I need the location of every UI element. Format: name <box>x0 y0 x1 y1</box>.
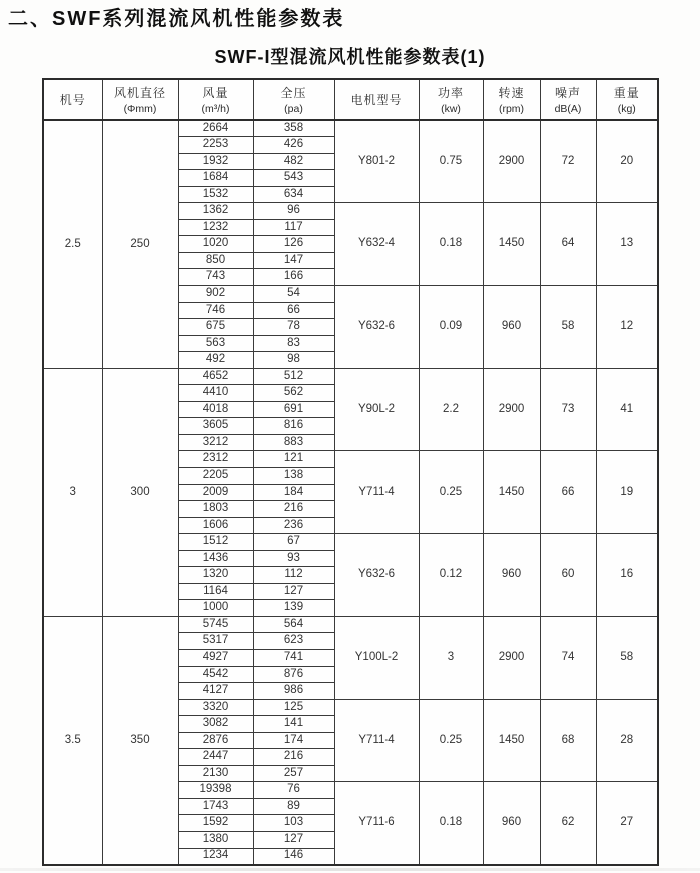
flow-cell: 2664 <box>178 120 253 137</box>
flow-cell: 2447 <box>178 749 253 766</box>
pressure-cell: 876 <box>253 666 334 683</box>
header-cell-machine-no <box>43 79 102 120</box>
pressure-cell: 564 <box>253 616 334 633</box>
pressure-cell: 141 <box>253 716 334 733</box>
pressure-cell: 67 <box>253 534 334 551</box>
diameter-cell: 250 <box>102 120 178 368</box>
pressure-cell: 76 <box>253 782 334 799</box>
pressure-cell: 986 <box>253 683 334 700</box>
pressure-cell: 741 <box>253 650 334 667</box>
pressure-cell: 117 <box>253 219 334 236</box>
flow-cell: 4927 <box>178 650 253 667</box>
pressure-cell: 147 <box>253 252 334 269</box>
flow-cell: 1320 <box>178 567 253 584</box>
flow-cell: 1232 <box>178 219 253 236</box>
header-row <box>43 79 658 120</box>
speed-cell: 2900 <box>483 368 540 451</box>
weight-cell: 16 <box>596 534 658 617</box>
flow-cell: 746 <box>178 302 253 319</box>
flow-cell: 1000 <box>178 600 253 617</box>
header-cell-power <box>419 79 483 120</box>
flow-cell: 1380 <box>178 832 253 849</box>
pressure-cell: 216 <box>253 749 334 766</box>
pressure-cell: 93 <box>253 550 334 567</box>
model-cell: 3.5 <box>43 616 102 864</box>
pressure-cell: 257 <box>253 765 334 782</box>
speed-cell: 1450 <box>483 451 540 534</box>
header-label: 功率 <box>437 86 464 100</box>
speed-cell: 960 <box>483 534 540 617</box>
motor-cell: Y632-4 <box>334 203 419 286</box>
pressure-cell: 512 <box>253 368 334 385</box>
noise-cell: 66 <box>540 451 596 534</box>
noise-cell: 73 <box>540 368 596 451</box>
header-cell-speed <box>483 79 540 120</box>
header-unit: (kg) <box>617 103 636 115</box>
noise-cell: 58 <box>540 285 596 368</box>
pressure-cell: 112 <box>253 567 334 584</box>
header-cell-motor-model <box>334 79 419 120</box>
pressure-cell: 103 <box>253 815 334 832</box>
flow-cell: 850 <box>178 252 253 269</box>
speed-cell: 960 <box>483 285 540 368</box>
pressure-cell: 96 <box>253 203 334 220</box>
flow-cell: 1020 <box>178 236 253 253</box>
flow-cell: 1436 <box>178 550 253 567</box>
flow-cell: 743 <box>178 269 253 286</box>
flow-cell: 1512 <box>178 534 253 551</box>
power-cell: 3 <box>419 616 483 699</box>
header-label: 重量 <box>613 86 640 100</box>
pressure-cell: 66 <box>253 302 334 319</box>
noise-cell: 74 <box>540 616 596 699</box>
flow-cell: 3605 <box>178 418 253 435</box>
pressure-cell: 174 <box>253 732 334 749</box>
flow-cell: 4652 <box>178 368 253 385</box>
header-unit: (kw) <box>441 103 461 115</box>
power-cell: 2.2 <box>419 368 483 451</box>
header-cell-weight <box>596 79 658 120</box>
pressure-cell: 126 <box>253 236 334 253</box>
power-cell: 0.09 <box>419 285 483 368</box>
header-unit: (m³/h) <box>201 103 230 115</box>
diameter-cell: 350 <box>102 616 178 864</box>
pressure-cell: 166 <box>253 269 334 286</box>
flow-cell: 2009 <box>178 484 253 501</box>
flow-cell: 1362 <box>178 203 253 220</box>
header-cell-noise <box>540 79 596 120</box>
pressure-cell: 127 <box>253 583 334 600</box>
pressure-cell: 216 <box>253 501 334 518</box>
document-page <box>0 6 700 873</box>
pressure-cell: 89 <box>253 798 334 815</box>
pressure-cell: 482 <box>253 153 334 170</box>
weight-cell: 20 <box>596 120 658 203</box>
header-label: 全压 <box>280 86 307 100</box>
weight-cell: 41 <box>596 368 658 451</box>
flow-cell: 563 <box>178 335 253 352</box>
flow-cell: 4410 <box>178 385 253 402</box>
flow-cell: 2205 <box>178 467 253 484</box>
power-cell: 0.75 <box>419 120 483 203</box>
fan-performance-table <box>42 78 659 866</box>
noise-cell: 64 <box>540 203 596 286</box>
table-row <box>43 616 658 633</box>
pressure-cell: 236 <box>253 517 334 534</box>
flow-cell: 1606 <box>178 517 253 534</box>
flow-cell: 4018 <box>178 401 253 418</box>
motor-cell: Y100L-2 <box>334 616 419 699</box>
pressure-cell: 634 <box>253 186 334 203</box>
pressure-cell: 83 <box>253 335 334 352</box>
header-unit: (rpm) <box>498 103 525 115</box>
speed-cell: 960 <box>483 782 540 865</box>
header-label: 风量 <box>202 86 229 100</box>
flow-cell: 2312 <box>178 451 253 468</box>
weight-cell: 19 <box>596 451 658 534</box>
header-unit: (Φmm) <box>123 103 157 115</box>
weight-cell: 13 <box>596 203 658 286</box>
motor-cell: Y632-6 <box>334 285 419 368</box>
header-cell-fan-diameter <box>102 79 178 120</box>
motor-cell: Y711-6 <box>334 782 419 865</box>
model-cell: 3 <box>43 368 102 616</box>
power-cell: 0.18 <box>419 203 483 286</box>
pressure-cell: 138 <box>253 467 334 484</box>
flow-cell: 4127 <box>178 683 253 700</box>
flow-cell: 1532 <box>178 186 253 203</box>
header-label: 转速 <box>498 86 525 100</box>
pressure-cell: 426 <box>253 137 334 154</box>
flow-cell: 3320 <box>178 699 253 716</box>
pressure-cell: 623 <box>253 633 334 650</box>
noise-cell: 68 <box>540 699 596 782</box>
flow-cell: 5745 <box>178 616 253 633</box>
pressure-cell: 543 <box>253 170 334 187</box>
flow-cell: 1592 <box>178 815 253 832</box>
header-unit: (pa) <box>284 103 303 115</box>
diameter-cell: 300 <box>102 368 178 616</box>
flow-cell: 4542 <box>178 666 253 683</box>
header-label: 机号 <box>59 93 86 107</box>
noise-cell: 72 <box>540 120 596 203</box>
pressure-cell: 691 <box>253 401 334 418</box>
pressure-cell: 127 <box>253 832 334 849</box>
flow-cell: 3212 <box>178 434 253 451</box>
table-row <box>43 368 658 385</box>
flow-cell: 19398 <box>178 782 253 799</box>
noise-cell: 62 <box>540 782 596 865</box>
motor-cell: Y632-6 <box>334 534 419 617</box>
table-row <box>43 120 658 137</box>
header-cell-total-pressure <box>253 79 334 120</box>
flow-cell: 902 <box>178 285 253 302</box>
pressure-cell: 146 <box>253 848 334 865</box>
table-header <box>43 79 658 120</box>
flow-cell: 1743 <box>178 798 253 815</box>
power-cell: 0.25 <box>419 451 483 534</box>
noise-cell: 60 <box>540 534 596 617</box>
weight-cell: 12 <box>596 285 658 368</box>
power-cell: 0.12 <box>419 534 483 617</box>
page-title: 二、SWF系列混流风机性能参数表 <box>8 8 345 30</box>
flow-cell: 1803 <box>178 501 253 518</box>
speed-cell: 1450 <box>483 203 540 286</box>
speed-cell: 2900 <box>483 120 540 203</box>
weight-cell: 58 <box>596 616 658 699</box>
motor-cell: Y711-4 <box>334 451 419 534</box>
header-label: 风机直径 <box>113 86 166 100</box>
power-cell: 0.18 <box>419 782 483 865</box>
motor-cell: Y801-2 <box>334 120 419 203</box>
table-body <box>43 120 658 865</box>
flow-cell: 2130 <box>178 765 253 782</box>
motor-cell: Y90L-2 <box>334 368 419 451</box>
flow-cell: 2253 <box>178 137 253 154</box>
pressure-cell: 816 <box>253 418 334 435</box>
table-title: SWF-I型混流风机性能参数表(1) <box>214 47 486 67</box>
pressure-cell: 139 <box>253 600 334 617</box>
power-cell: 0.25 <box>419 699 483 782</box>
header-unit: dB(A) <box>554 103 582 115</box>
flow-cell: 1684 <box>178 170 253 187</box>
weight-cell: 28 <box>596 699 658 782</box>
header-label: 电机型号 <box>350 93 403 107</box>
weight-cell: 27 <box>596 782 658 865</box>
flow-cell: 5317 <box>178 633 253 650</box>
pressure-cell: 184 <box>253 484 334 501</box>
flow-cell: 2876 <box>178 732 253 749</box>
pressure-cell: 54 <box>253 285 334 302</box>
flow-cell: 3082 <box>178 716 253 733</box>
motor-cell: Y711-4 <box>334 699 419 782</box>
speed-cell: 2900 <box>483 616 540 699</box>
pressure-cell: 125 <box>253 699 334 716</box>
flow-cell: 1234 <box>178 848 253 865</box>
flow-cell: 492 <box>178 352 253 369</box>
pressure-cell: 883 <box>253 434 334 451</box>
header-label: 噪声 <box>554 86 581 100</box>
flow-cell: 1164 <box>178 583 253 600</box>
header-cell-air-flow <box>178 79 253 120</box>
speed-cell: 1450 <box>483 699 540 782</box>
flow-cell: 675 <box>178 319 253 336</box>
flow-cell: 1932 <box>178 153 253 170</box>
scan-artifact <box>0 868 700 871</box>
pressure-cell: 358 <box>253 120 334 137</box>
pressure-cell: 78 <box>253 319 334 336</box>
pressure-cell: 562 <box>253 385 334 402</box>
model-cell: 2.5 <box>43 120 102 368</box>
pressure-cell: 98 <box>253 352 334 369</box>
pressure-cell: 121 <box>253 451 334 468</box>
